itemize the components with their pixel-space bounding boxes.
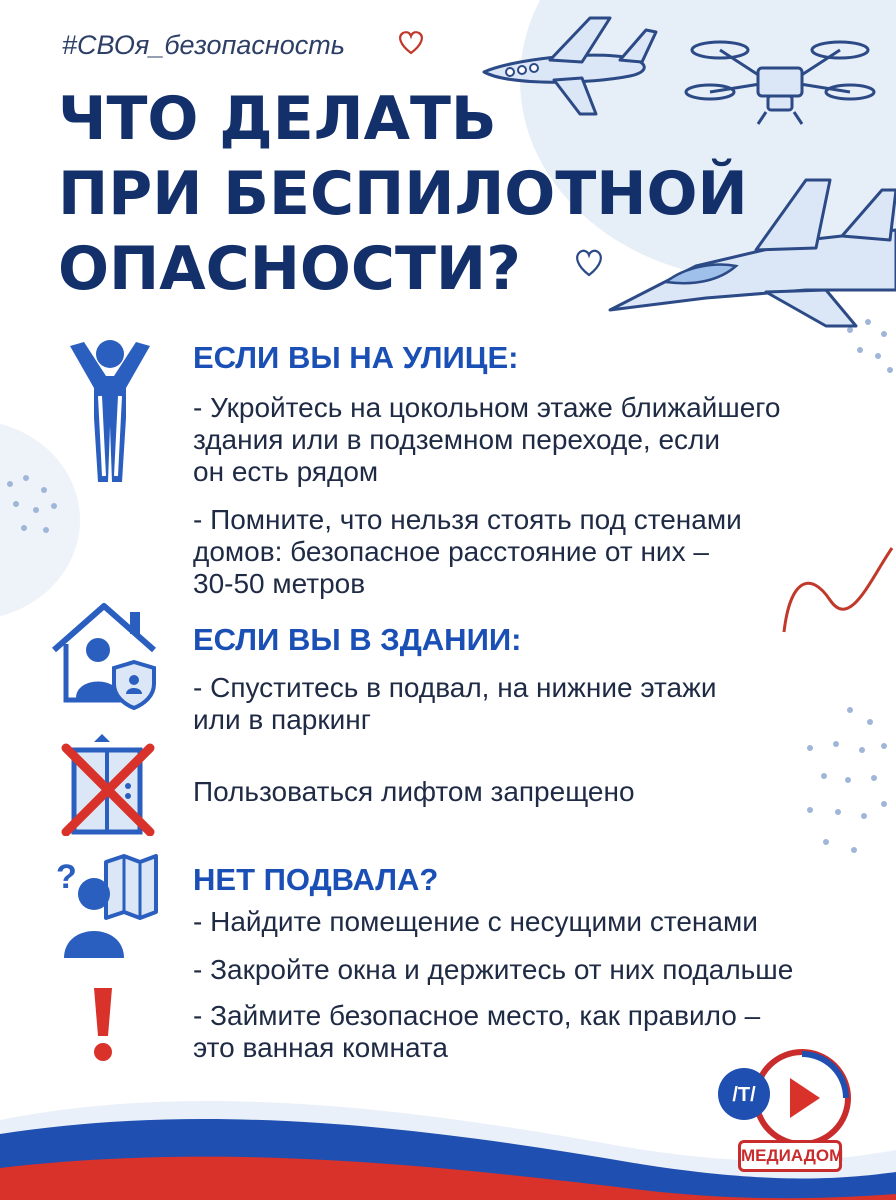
street-line: - Помните, что нельзя стоять под стенами <box>193 504 742 535</box>
no-basement-line: это ванная комната <box>193 1032 448 1063</box>
street-line: 30-50 метров <box>193 568 366 599</box>
no-basement-heading: НЕТ ПОДВАЛА? <box>193 862 439 897</box>
no-basement-line: - Займите безопасное место, как правило – <box>193 1000 761 1031</box>
building-line: или в паркинг <box>193 704 371 735</box>
page-title <box>58 82 748 307</box>
elevator-text: Пользоваться лифтом запрещено <box>193 776 635 807</box>
logo-mark: /Т/ <box>732 1084 756 1106</box>
heart-icon <box>396 28 426 56</box>
hashtag: #СВОя_безопасность <box>62 30 345 60</box>
title-line-3: ОПАСНОСТИ? <box>58 234 521 304</box>
mediadom-logo <box>712 1048 862 1148</box>
elevator-prohibited-icon <box>60 732 156 836</box>
street-line: домов: безопасное расстояние от них – <box>193 536 709 567</box>
street-heading: ЕСЛИ ВЫ НА УЛИЦЕ: <box>193 340 519 375</box>
building-heading: ЕСЛИ ВЫ В ЗДАНИИ: <box>193 622 522 657</box>
street-line: здания или в подземном переходе, если <box>193 424 721 455</box>
heart-icon <box>572 246 606 278</box>
no-basement-line: - Найдите помещение с несущими стенами <box>193 906 758 937</box>
person-map-question-icon <box>52 852 162 962</box>
house-shield-icon <box>48 596 168 712</box>
building-line: - Спуститесь в подвал, на нижние этажи <box>193 672 717 703</box>
no-basement-line: - Закройте окна и держитесь от них подальше <box>193 954 794 985</box>
svg-text:?: ? <box>56 858 77 896</box>
logo-name: МЕДИАДОМ <box>738 1140 842 1172</box>
street-line: он есть рядом <box>193 456 379 487</box>
title-line-2: ПРИ БЕСПИЛОТНОЙ <box>58 159 748 229</box>
street-line: - Укройтесь на цокольном этаже ближайшего <box>193 392 781 423</box>
title-line-1: ЧТО ДЕЛАТЬ <box>58 84 497 154</box>
exclamation-icon <box>88 984 118 1064</box>
person-raised-arms-icon <box>60 336 160 486</box>
